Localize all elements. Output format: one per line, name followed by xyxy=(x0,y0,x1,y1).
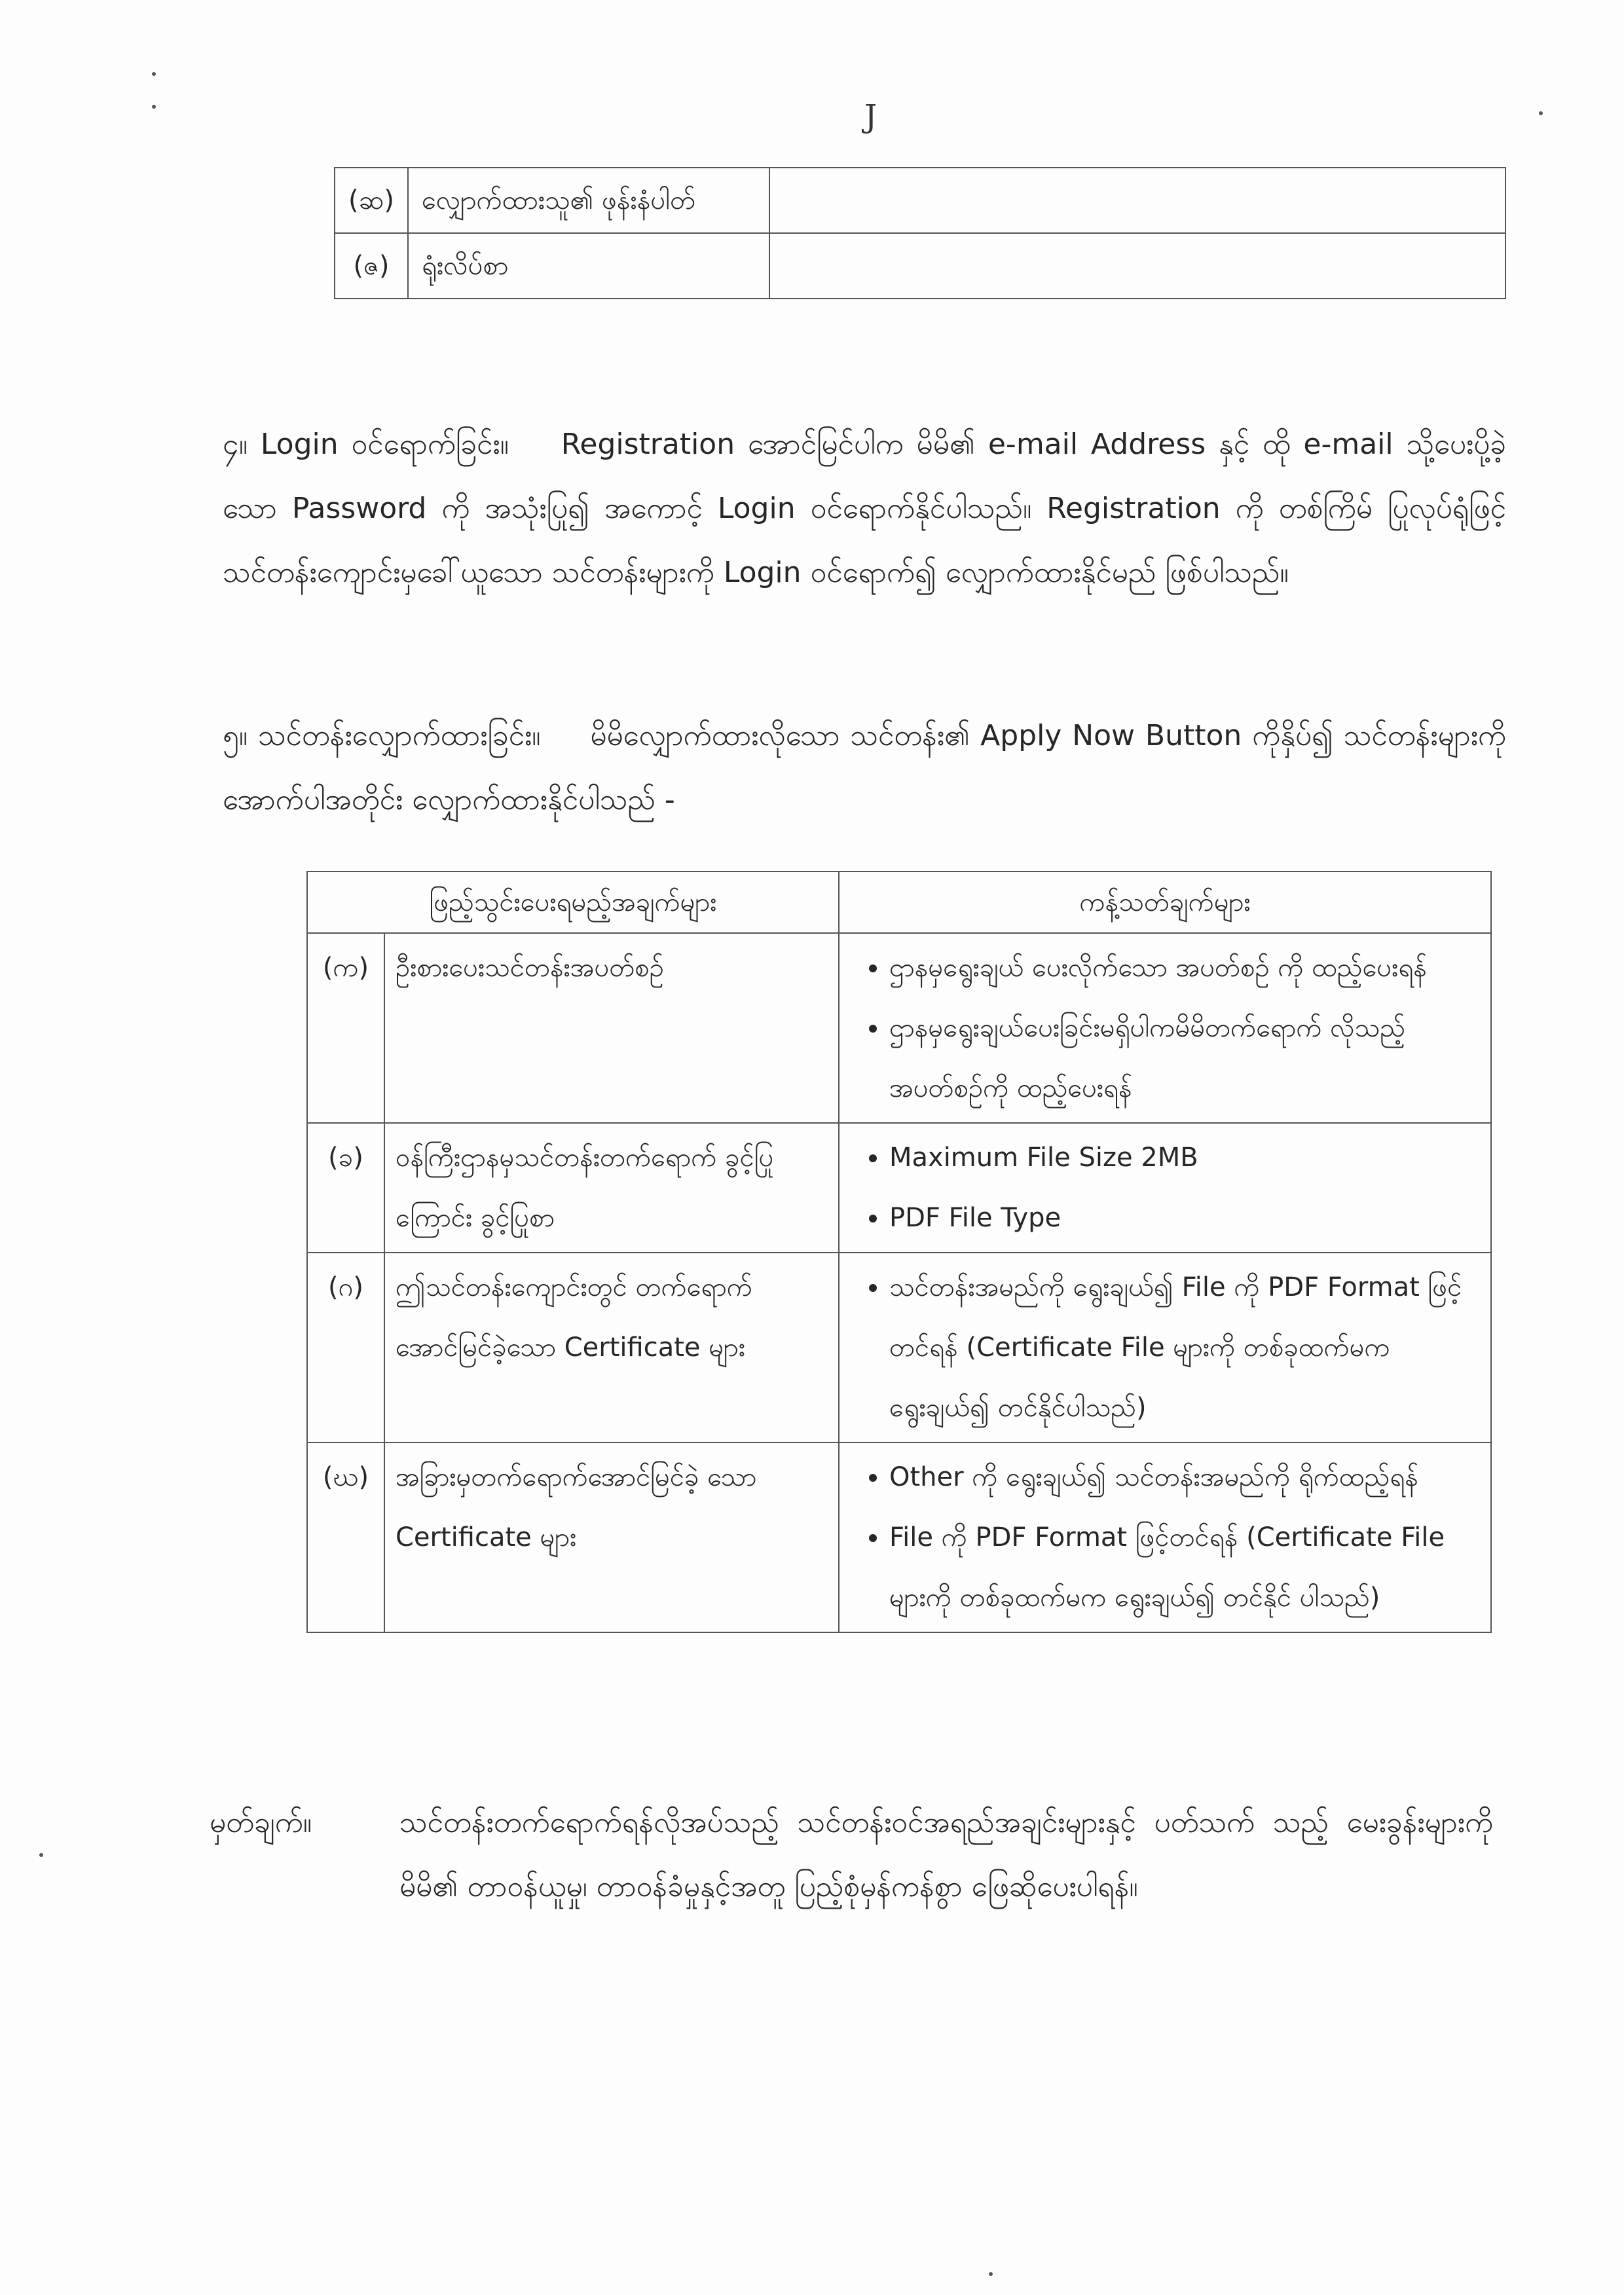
header-constraints: ကန့်သတ်ချက်များ xyxy=(839,872,1491,933)
row-item: ဦးစားပေးသင်တန်းအပတ်စဉ် xyxy=(384,933,839,1123)
login-paragraph xyxy=(223,413,1506,605)
note-bullet: • ဌာနမှရွေးချယ် ပေးလိုက်သော အပတ်စဉ် ကို ထည့်ပေးရန် xyxy=(889,938,1480,998)
table-row xyxy=(335,233,1505,299)
row-number: (ဃ) xyxy=(307,1442,384,1632)
table-row xyxy=(307,1123,1491,1253)
note-bullet: • Other ကို ရွေးချယ်၍ သင်တန်းအမည်ကို ရိုက်ထည့်ရန် xyxy=(889,1447,1480,1507)
table-row xyxy=(335,168,1505,233)
scan-speck xyxy=(152,105,156,109)
row-number: (ဇ) xyxy=(335,233,408,299)
note-bullet: • သင်တန်းအမည်ကို ရွေးချယ်၍ File ကို PDF Format ဖြင့်တင်ရန် (Certificate File များကို တစ်ခုထက်မက ရွေးချယ်၍ တင်နိုင်ပါသည်) xyxy=(889,1257,1480,1438)
note-paragraph xyxy=(210,1791,1493,1919)
row-item: အခြားမှတက်ရောက်အောင်မြင်ခဲ့ သော Certificate များ xyxy=(384,1442,839,1632)
row-notes xyxy=(839,1442,1491,1632)
contact-table xyxy=(334,167,1506,299)
note-bullet: • ဌာနမှရွေးချယ်ပေးခြင်းမရှိပါကမိမိတက်ရောက် လိုသည့် အပတ်စဉ်ကို ထည့်ပေးရန် xyxy=(889,998,1480,1118)
header-fields: ဖြည့်သွင်းပေးရမည့်အချက်များ xyxy=(307,872,839,933)
row-value xyxy=(769,168,1505,233)
row-number: (ခ) xyxy=(307,1123,384,1253)
apply-heading: ၅။ သင်တန်းလျှောက်ထားခြင်း။ xyxy=(223,719,541,752)
note-bullet: • PDF File Type xyxy=(889,1188,1480,1248)
row-number: (ဆ) xyxy=(335,168,408,233)
login-text: Registration အောင်မြင်ပါက မိမိ၏ e-mail Address နှင့် ထို e-mail သို့ပေးပို့ခဲ့သော Password ကို အသုံးပြု၍ အကောင့် Login ဝင်ရောက်နိုင်ပါသည်။ Registration ကို တစ်ကြိမ် ပြုလုပ်ရုံဖြင့် သင်တန်းကျောင်းမှခေါ်ယူသော သင်တန်းများကို Login ဝင်ရောက်၍ လျှောက်ထားနိုင်မည် ဖြစ်ပါသည်။ xyxy=(223,428,1506,589)
table-header-row xyxy=(307,872,1491,933)
apply-text: မိမိလျှောက်ထားလိုသော သင်တန်း၏ Apply Now Button ကိုနှိပ်၍ သင်တန်းများကို အောက်ပါအတိုင်း လျှောက်ထားနိုင်ပါသည် - xyxy=(223,719,1506,817)
requirements-table xyxy=(306,871,1492,1633)
row-notes xyxy=(839,933,1491,1123)
table-row xyxy=(307,1253,1491,1442)
scan-speck xyxy=(1539,111,1543,115)
row-notes xyxy=(839,1123,1491,1253)
note-label: မှတ်ချက်။ xyxy=(210,1806,312,1839)
page-number: J xyxy=(864,98,877,135)
scan-speck xyxy=(989,2272,993,2276)
row-item: ဤသင်တန်းကျောင်းတွင် တက်ရောက်အောင်မြင်ခဲ့သော Certificate များ xyxy=(384,1253,839,1442)
row-label: ရုံးလိပ်စာ xyxy=(408,233,769,299)
note-text: သင်တန်းတက်ရောက်ရန်လိုအပ်သည့် သင်တန်းဝင်အရည်အချင်းများနှင့် ပတ်သက် သည့် မေးခွန်းများကို မိမိ၏ တာဝန်ယူမှု၊ တာဝန်ခံမှုနှင့်အတူ ပြည့်စုံမှန်ကန်စွာ ဖြေဆိုပေးပါရန်။ xyxy=(399,1806,1493,1903)
row-number: (ဂ) xyxy=(307,1253,384,1442)
row-notes xyxy=(839,1253,1491,1442)
scan-speck xyxy=(39,1853,43,1857)
row-value xyxy=(769,233,1505,299)
row-number: (က) xyxy=(307,933,384,1123)
login-heading: ၄။ Login ဝင်ရောက်ခြင်း။ xyxy=(223,428,509,461)
table-row xyxy=(307,933,1491,1123)
row-label: လျှောက်ထားသူ၏ ဖုန်းနံပါတ် xyxy=(408,168,769,233)
apply-paragraph xyxy=(223,704,1506,832)
scan-speck xyxy=(152,72,156,76)
row-item: ဝန်ကြီးဌာနမှသင်တန်းတက်ရောက် ခွင့်ပြုကြောင်း ခွင့်ပြုစာ xyxy=(384,1123,839,1253)
note-bullet: • Maximum File Size 2MB xyxy=(889,1128,1480,1188)
table-row xyxy=(307,1442,1491,1632)
note-bullet: • File ကို PDF Format ဖြင့်တင်ရန် (Certificate File များကို တစ်ခုထက်မက ရွေးချယ်၍ တင်နိုင် ပါသည်) xyxy=(889,1507,1480,1628)
